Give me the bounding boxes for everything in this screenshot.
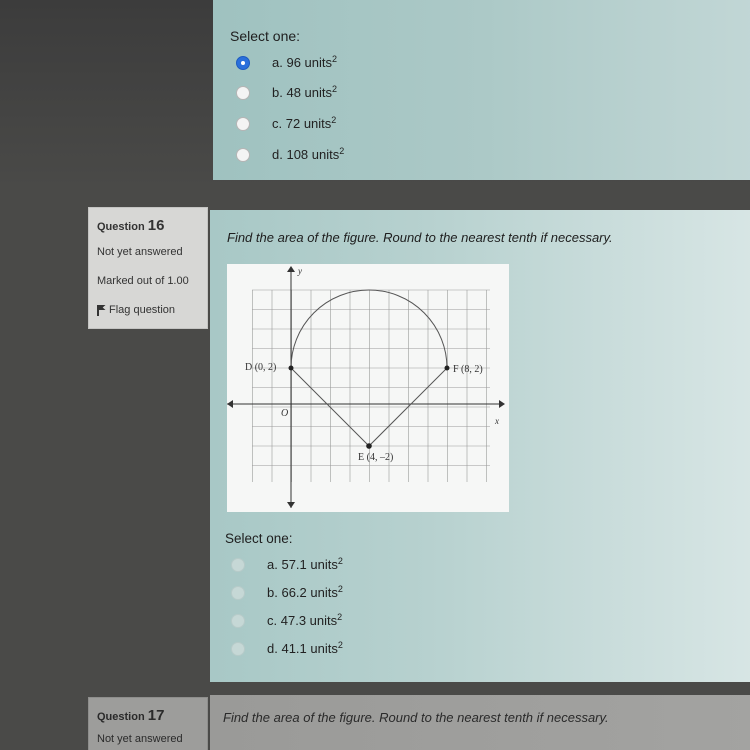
select-one-label: Select one: (230, 28, 301, 44)
point-d-label: D (0, 2) (245, 362, 277, 373)
radio-button[interactable] (236, 148, 250, 162)
radio-button[interactable] (231, 642, 245, 656)
question-17-panel (210, 695, 750, 750)
radio-button-selected[interactable] (236, 56, 250, 70)
flag-icon (97, 305, 105, 315)
question-status: Not yet answered (97, 733, 183, 745)
y-axis-label: y (298, 266, 302, 276)
point-f (445, 366, 450, 371)
question-number: Question 16 (97, 217, 165, 234)
question-17-info (88, 697, 208, 750)
point-f-label: F (8, 2) (453, 364, 483, 375)
question-status: Not yet answered (97, 246, 183, 258)
x-axis-arrow-left (227, 400, 233, 408)
select-one-label: Select one: (225, 531, 293, 546)
radio-button[interactable] (231, 614, 245, 628)
question-number: Question 17 (97, 707, 165, 724)
question-figure (227, 264, 509, 512)
option-d[interactable]: d. 41.1 units $^2$ (231, 641, 343, 656)
question-text: Find the area of the figure. Round to the nearest tenth if necessary. (223, 710, 609, 725)
point-e (366, 443, 372, 449)
origin-label: O (281, 408, 289, 419)
flag-question-link[interactable]: Flag question (97, 304, 175, 316)
option-b[interactable]: b. 66.2 units $^2$ (231, 585, 343, 600)
option-d[interactable]: d. 108 units $^2$ (236, 147, 344, 162)
coordinate-figure (227, 264, 509, 512)
option-c[interactable]: c. 47.3 units $^2$ (231, 613, 342, 628)
radio-button[interactable] (236, 117, 250, 131)
point-e-label: E (4, –2) (358, 452, 394, 463)
question-text: Find the area of the figure. Round to the nearest tenth if necessary. (227, 230, 613, 245)
y-axis-arrow-down (287, 502, 295, 508)
option-b[interactable]: b. 48 units $^2$ (236, 85, 337, 100)
x-axis-label: x (495, 416, 499, 426)
question-marks: Marked out of 1.00 (97, 275, 189, 287)
question-16-info (88, 207, 208, 329)
option-a[interactable]: a. 57.1 units $^2$ (231, 557, 343, 572)
option-c[interactable]: c. 72 units $^2$ (236, 116, 336, 131)
radio-button[interactable] (231, 586, 245, 600)
y-axis-arrow-up (287, 266, 295, 272)
radio-button[interactable] (231, 558, 245, 572)
question-15-panel (213, 0, 750, 180)
option-a[interactable]: a. 96 units $^2$ (236, 55, 337, 70)
radio-button[interactable] (236, 86, 250, 100)
x-axis-arrow-right (499, 400, 505, 408)
point-d (289, 366, 294, 371)
